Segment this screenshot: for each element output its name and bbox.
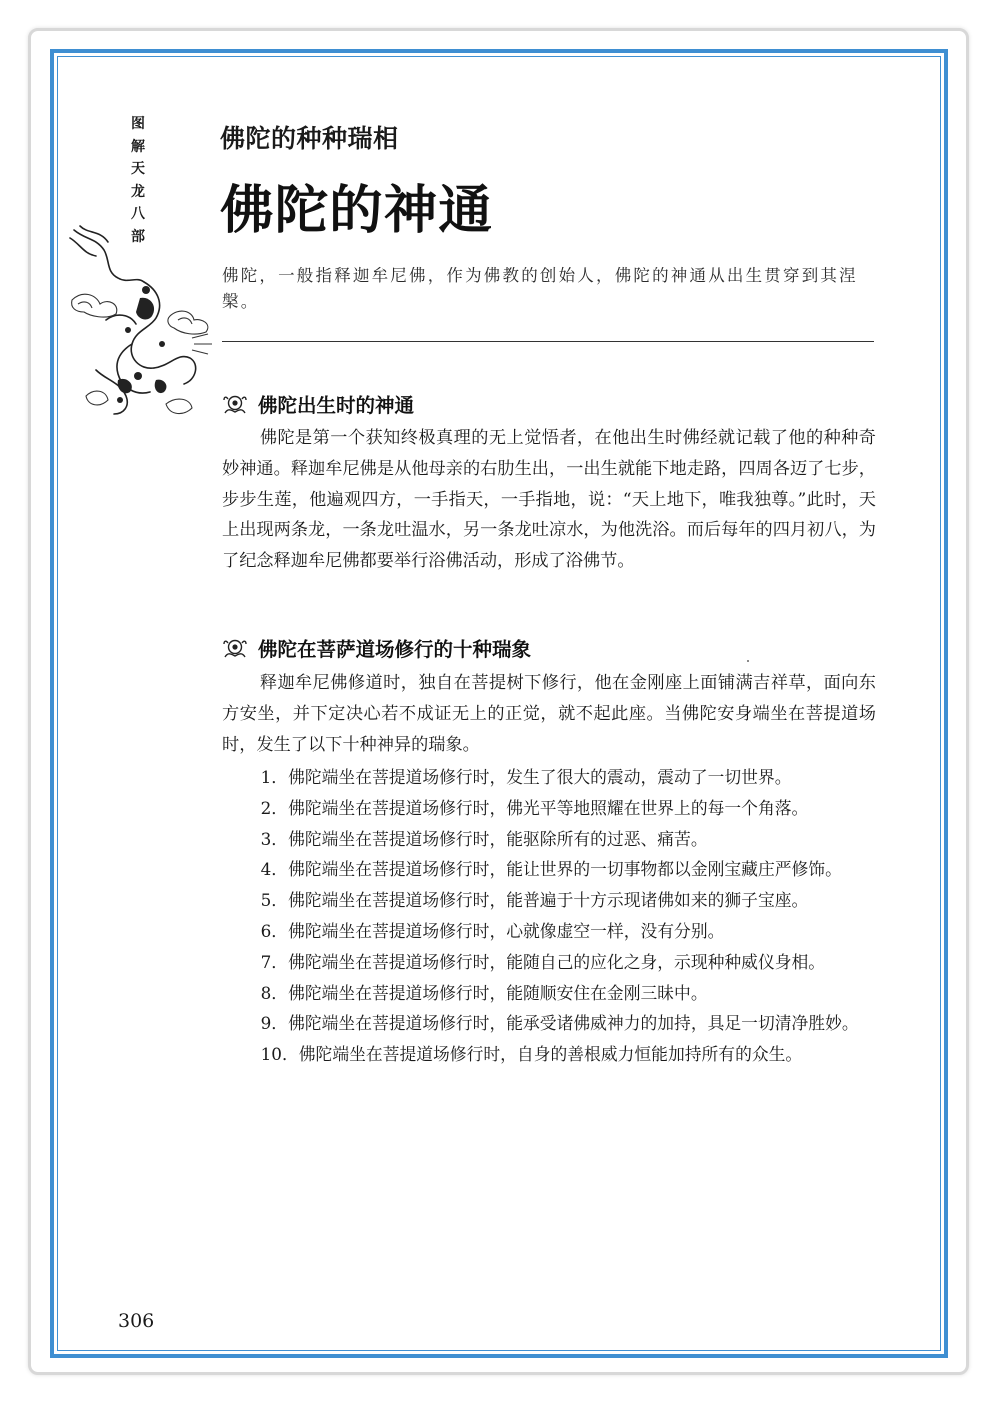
list-item: 1．佛陀端坐在菩提道场修行时，发生了很大的震动，震动了一切世界。 [260,767,792,787]
section-heading-ten-signs [222,634,531,662]
section-heading-text: 佛陀出生时的神通 [258,394,415,417]
list-item: 8．佛陀端坐在菩提道场修行时，能随顺安住在金刚三昧中。 [260,982,708,1003]
lotus-icon [222,393,248,415]
paragraph-text: 释迦牟尼佛修道时，独自在菩提树下修行，他在金刚座上面铺满吉祥草，面向东方安坐，并下定决心若不成证无上的正觉，就不起此座。当佛陀安身端坐在菩提道场时，发生了以下十种神异的瑞象。 [222,673,876,755]
divider [222,341,874,342]
body-paragraph [222,423,876,577]
list-item: 9．佛陀端坐在菩提道场修行时，能承受诸佛威神力的加持，具足一切清净胜妙。 [260,1013,859,1034]
lotus-icon [222,637,248,659]
list-item: 7．佛陀端坐在菩提道场修行时，能随自己的应化之身，示现种种威仪身相。 [260,951,826,972]
section-heading-birth [222,390,414,418]
list-item: 6．佛陀端坐在菩提道场修行时，心就像虚空一样，没有分别。 [260,920,725,941]
paragraph-text: 佛陀是第一个获知终极真理的无上觉悟者，在他出生时佛经就记载了他的种种奇妙神通。释迦牟尼佛是从他母亲的右肋生出，一出生就能下地走路，四周各迈了七步，步步生莲，他遍观四方，一手指天，一手指地，说：“天上地下，唯我独尊。”此时，天上出现两条龙，一条龙吐温水，另一条龙吐凉水，为他洗浴。而后每年的四月初八，为了纪念释迦牟尼佛都要举行浴佛活动，形成了浴佛节。 [222,428,876,572]
list-item: 3．佛陀端坐在菩提道场修行时，能驱除所有的过恶、痛苦。 [260,828,708,849]
print-speck [747,660,749,662]
book-title-vertical: 图解天龙八部 [131,116,145,245]
list-item: 5．佛陀端坐在菩提道场修行时，能普遍于十方示现诸佛如来的狮子宝座。 [260,890,809,911]
section-kicker: 佛陀的种种瑞相 [220,124,399,153]
body-paragraph [222,668,876,760]
ten-signs-list [222,762,876,1070]
page-number: 306 [118,1310,155,1332]
list-item: 4．佛陀端坐在菩提道场修行时，能让世界的一切事物都以金刚宝藏庄严修饰。 [260,859,842,880]
intro-paragraph: 佛陀，一般指释迦牟尼佛，作为佛教的创始人，佛陀的神通从出生贯穿到其涅槃。 [222,266,858,311]
page-title: 佛陀的神通 [220,181,493,241]
list-item: 10．佛陀端坐在菩提道场修行时，自身的善根威力恒能加持所有的众生。 [260,1044,803,1065]
list-item: 2．佛陀端坐在菩提道场修行时，佛光平等地照耀在世界上的每一个角落。 [260,797,809,818]
dragon-illustration-icon [66,220,218,420]
section-heading-text: 佛陀在菩萨道场修行的十种瑞象 [258,638,532,661]
